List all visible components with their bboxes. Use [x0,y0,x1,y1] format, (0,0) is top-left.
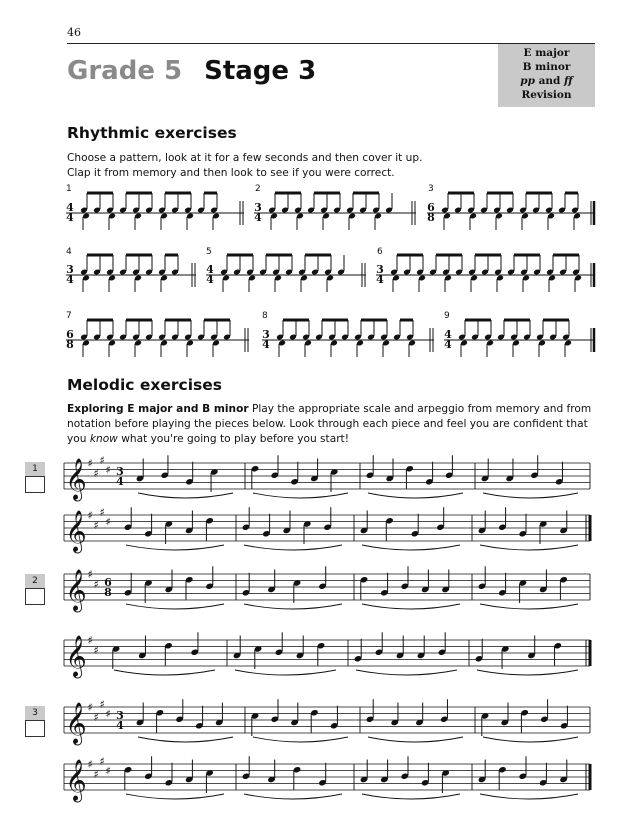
melodic-heading: Melodic exercises [67,376,223,394]
slur [356,670,457,675]
piece-number: 1 [25,462,45,476]
time-signature-bottom: 4 [262,338,270,351]
treble-clef-icon: 𝄞 [65,459,87,500]
time-signature-bottom: 4 [116,475,124,488]
treble-clef-icon: 𝄞 [65,570,87,611]
time-signature-top: 6 [66,328,74,341]
rhythmic-instructions-line2: Clap it from memory and then look to see if you were correct. [67,167,395,179]
time-signature-top: 6 [104,576,112,589]
slur [244,794,342,799]
slur [483,493,578,498]
key-sharp-icon: ♯ [87,634,93,647]
slur [362,604,460,609]
piece-number: 3 [25,706,45,720]
key-sharp-icon: ♯ [99,697,105,711]
key-sharp-icon: ♯ [105,515,111,529]
key-sharp-icon: ♯ [87,701,93,714]
rhythm-exercise-number: 5 [206,247,212,257]
treble-clef-icon: 𝄞 [65,703,87,744]
slur [235,670,336,675]
time-signature-top: 3 [66,263,74,276]
key-sharp-icon: ♯ [105,764,111,778]
key-sharp-icon: ♯ [93,577,99,591]
slur [114,670,215,675]
key-sharp-icon: ♯ [105,707,111,721]
page-number: 46 [67,26,81,39]
dynamic-pp: pp [520,75,535,87]
time-signature-top: 4 [206,263,214,276]
time-signature-top: 4 [444,328,452,341]
slur [244,545,342,550]
rhythm-exercise-number: 6 [377,247,383,257]
time-signature-bottom: 8 [104,586,112,599]
slur [244,604,342,609]
topic-e-major: E major [523,47,570,59]
treble-clef-icon: 𝄞 [65,511,87,552]
time-signature-top: 3 [376,263,384,276]
slur [362,545,460,550]
slur [126,604,224,609]
key-sharp-icon: ♯ [99,505,105,519]
time-signature-top: 3 [116,709,124,722]
key-sharp-icon: ♯ [99,453,105,467]
rhythm-exercise-number: 8 [262,311,268,321]
slur [480,545,578,550]
rhythm-exercise-number: 2 [255,184,261,194]
slur [138,737,233,742]
key-sharp-icon: ♯ [93,643,99,657]
key-sharp-icon: ♯ [99,754,105,768]
time-signature-bottom: 8 [66,338,74,351]
key-sharp-icon: ♯ [93,466,99,480]
time-signature-bottom: 4 [444,338,452,351]
rhythm-exercise-number: 1 [66,184,72,194]
dynamic-ff: ff [564,75,573,87]
time-signature-top: 3 [116,465,124,478]
stage-label: Stage 3 [204,56,317,86]
slur [368,493,463,498]
melodic-intro-text-end: what you're going to play before you start! [117,433,349,445]
time-signature-bottom: 4 [116,719,124,732]
rhythm-exercise-number: 4 [66,247,72,257]
key-sharp-icon: ♯ [87,509,93,522]
slur [253,493,348,498]
time-signature-bottom: 4 [376,273,384,286]
slur [483,737,578,742]
time-signature-top: 6 [427,201,435,214]
time-signature-bottom: 4 [66,211,74,224]
time-signature-bottom: 4 [66,273,74,286]
slur [480,794,578,799]
piece-number: 2 [25,574,45,588]
melodic-intro-emphasis: know [89,433,118,445]
grade-label: Grade 5 [67,56,183,86]
slur [480,604,578,609]
rhythmic-instructions-line1: Choose a pattern, look at it for a few seconds and then cover it up. [67,152,423,164]
time-signature-bottom: 8 [427,211,435,224]
time-signature-bottom: 4 [206,273,214,286]
rhythm-exercise-number: 9 [444,311,450,321]
time-signature-top: 3 [254,201,262,214]
topic-revision: Revision [521,89,572,101]
treble-clef-icon: 𝄞 [65,760,87,801]
slur [126,545,224,550]
melodic-intro-title: Exploring E major and B minor [67,403,249,415]
rhythm-exercise-number: 3 [428,184,434,194]
key-sharp-icon: ♯ [93,518,99,532]
slur [253,737,348,742]
dynamic-and: and [534,75,565,87]
key-sharp-icon: ♯ [105,463,111,477]
slur [138,493,233,498]
treble-clef-icon: 𝄞 [65,636,87,677]
key-sharp-icon: ♯ [93,710,99,724]
slur [126,794,224,799]
rhythm-exercise-number: 7 [66,311,72,321]
topic-b-minor: B minor [522,61,571,73]
time-signature-top: 4 [66,201,74,214]
key-sharp-icon: ♯ [87,758,93,771]
rhythmic-heading: Rhythmic exercises [67,124,237,142]
slur [362,794,460,799]
time-signature-top: 3 [262,328,270,341]
slur [477,670,578,675]
time-signature-bottom: 4 [254,211,262,224]
key-sharp-icon: ♯ [93,767,99,781]
key-sharp-icon: ♯ [87,568,93,581]
slur [368,737,463,742]
melodic-intro-text: Play the appropriate scale and arpeggio from memory and from notation before playing the pieces below. Look through each piece and feel you are confident that you [67,403,592,445]
key-sharp-icon: ♯ [87,457,93,470]
